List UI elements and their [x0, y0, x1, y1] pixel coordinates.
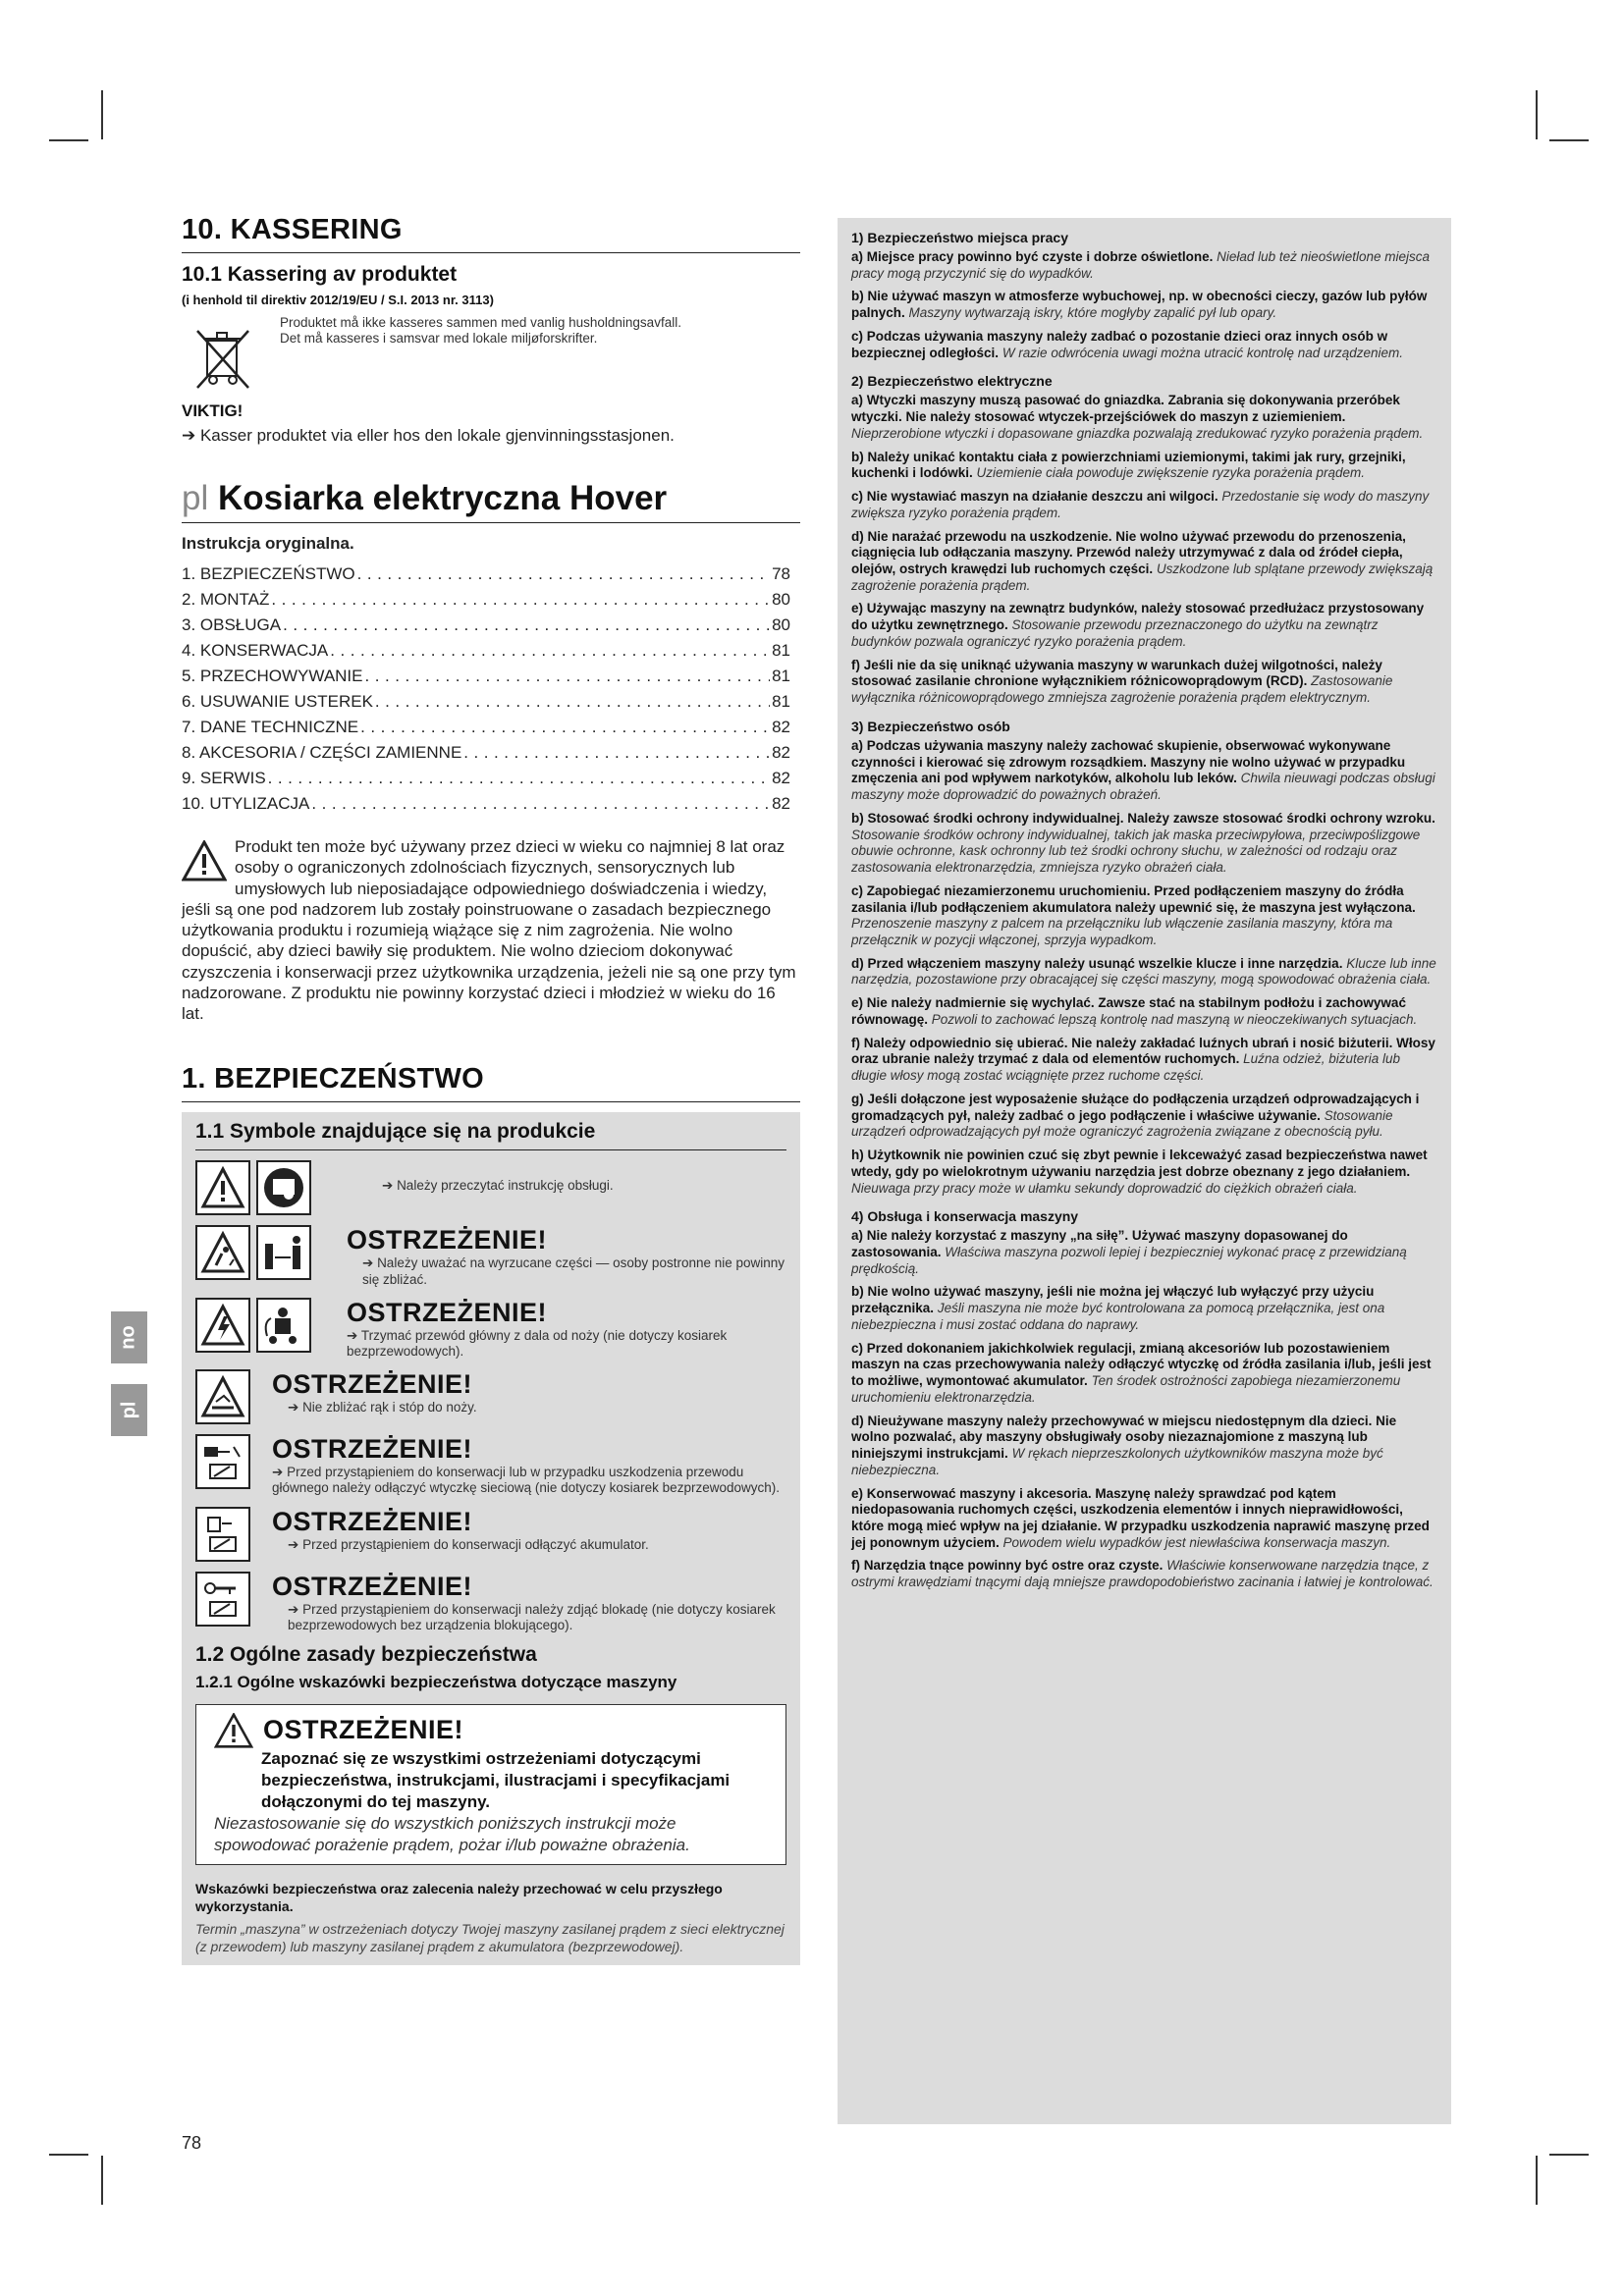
general-warning-box: [195, 1704, 786, 1865]
rule-item: f) Jeśli nie da się uniknąć używania maszyny w warunkach dużej wilgotności, należy stosować zasilanie chronione wyłącznikiem różnicowoprądowym (RCD). Zastosowanie wyłącznika różnicowoprądowego zmniejsza zagrożenie porażenia prądem elektrycznym.: [851, 657, 1393, 706]
arrow-icon: ➔: [288, 1536, 303, 1552]
electrical-safety-section: 2) Bezpieczeństwo elektryczne a) Wtyczki maszyny muszą pasować do gniazdka. Zabrania się dokonywania przeróbek wtyczki. Nie należy stosować wtyczek-przejściówek do maszyn z uziemieniem. Nieprzerobione wtyczki i dopasowane gniazdka pozwalają zredukować ryzyko porażenia prądem. b) Należy unikać kontaktu ciała z powierzchniami uziemionymi, takimi jak rury, grzejniki, kuchenki i lodówki. Uziemienie ciała powoduje zwiększenie ryzyka porażenia prądem. c) Nie wystawiać maszyn na działanie deszczu ani wilgoci. Przedostanie się wody do maszyny zwiększa ryzyko porażenia prądem. d) Nie narażać przewodu na uszkodzenie. Nie wolno używać przewodu do przenoszenia, ciągnięcia lub odłączania maszyny. Przewód należy utrzymywać z dala od źródeł ciepła, olejów, ostrych krawędzi lub ruchomych części. Uszkodzone lub splątane przewody zwiększają zagrożenie porażenia prądem. e) Używając maszyny na zewnątrz budynków, należy stosować przedłużacz przystosowany do użytku zewnętrznego. Stosowanie przewodu przeznaczonego do użytku na zewnątrz budynków pozwala ograniczyć ryzyko porażenia prądem. f) Jeśli nie da się uniknąć używania maszyny w warunkach dużej wilgotności, należy stosować zasilanie chronione wyłącznikiem różnicowoprądowym (RCD). Zastosowanie wyłącznika różnicowoprądowego zmniejsza zagrożenie porażenia prądem elektrycznym.: [851, 373, 1437, 706]
rule-item: c) Nie wystawiać maszyn na działanie deszczu ani wilgoci. Przedostanie się wody do maszyny zwiększa ryzyko porażenia prądem.: [851, 489, 1430, 520]
crop-mark: [49, 139, 88, 141]
warning-heading: OSTRZEŻENIE!: [272, 1434, 473, 1465]
kassering-title: 10. KASSERING: [182, 214, 403, 245]
keep-instructions: Wskazówki bezpieczeństwa oraz zalecenia należy przechować w celu przyszłego wykorzystania.: [195, 1881, 723, 1914]
rule-item: e) Używając maszyny na zewnątrz budynków, należy stosować przedłużacz przystosowany do użytku zewnętrznego. Stosowanie przewodu przeznaczonego do użytku na zewnątrz budynków pozwala ograniczyć ryzyko porażenia prądem.: [851, 601, 1425, 649]
machine-safety-heading: 1.2.1 Ogólne wskazówki bezpieczeństwa dotyczące maszyny: [195, 1672, 677, 1691]
pl-subtitle: Instrukcja oryginalna.: [182, 534, 354, 554]
electric-shock-icon: [195, 1298, 250, 1353]
symbols-box: [182, 1112, 800, 1965]
divider: [195, 1149, 786, 1150]
toc-item[interactable]: 1. BEZPIECZEŃSTWO . . . 78: [182, 561, 790, 587]
language-tab-pl[interactable]: pl: [111, 1384, 147, 1436]
rule-item: d) Przed włączeniem maszyny należy usunąć wszelkie klucze i inne narzędzia. Klucze lub inne narzędzia, pozostawione przy obracającej się części maszyny, mogą spowodować obrażenia ciała.: [851, 955, 1436, 988]
rule-item: f) Należy odpowiednio się ubierać. Nie należy zakładać luźnych ubrań i nosić biżuterii. Włosy oraz ubranie należy trzymać z dala od elementów ruchomych. Luźna odzież, biżuteria lub długie włosy mogą zostać wciągnięte przez ruchome części.: [851, 1035, 1435, 1084]
rule-item: b) Należy unikać kontaktu ciała z powierzchniami uziemionymi, takimi jak rury, grzejniki, kuchenki i lodówki. Uziemienie ciała powoduje zwiększenie ryzyka porażenia prądem.: [851, 449, 1406, 481]
bin-notice: [182, 315, 800, 392]
pl-title: pl Kosiarka elektryczna Hover: [182, 479, 668, 518]
directive-note: (i henhold til direktiv 2012/19/EU / S.I. 2013 nr. 3113): [182, 293, 494, 307]
warning-heading: OSTRZEŻENIE!: [347, 1297, 548, 1327]
crossed-bin-icon: [193, 327, 252, 392]
toc-item[interactable]: 7. DANE TECHNICZNE . . . 82: [182, 715, 790, 740]
arrow-icon: ➔: [182, 426, 200, 445]
warning-triangle-icon: [182, 840, 227, 881]
crop-mark: [1536, 90, 1538, 139]
general-safety-heading: 1.2 Ogólne zasady bezpieczeństwa: [195, 1642, 537, 1666]
toc-item[interactable]: 9. SERWIS . . . 82: [182, 766, 790, 791]
crop-mark: [1536, 2156, 1538, 2205]
symbol-row: OSTRZEŻENIE! ➔ Trzymać przewód główny z dala od noży (nie dotyczy kosiarek bezprzewodowych).: [195, 1298, 786, 1360]
arrow-icon: ➔: [288, 1400, 303, 1415]
symbol-row: OSTRZEŻENIE! ➔ Przed przystąpieniem do konserwacji odłączyć akumulator.: [195, 1507, 786, 1562]
symbol-row: ➔ Należy przeczytać instrukcję obsługi.: [195, 1160, 786, 1215]
children-warning: Produkt ten może być używany przez dzieci w wieku co najmniej 8 lat oraz osoby o ograniczonych zdolnościach fizycznych, sensorycznych lub umysłowych lub nieposiadające odpowiedniego doświadczenia i wiedzy, jeśli są one pod nadzorem lub zostały poinstruowane o zasadach bezpiecznego użytkowania produktu i rozumieją wiążące się z nim zagrożenia. Nie wolno dopuścić, aby dzieci bawiły się produktem. Nie wolno dzieciom dokonywać czyszczenia i konserwacji przez użytkownika urządzenia, jeżeli nie są one przy tym nadzorowane. Z produktu nie powinny korzystać dzieci i młodzież w wieku do 16 lat.: [182, 837, 796, 1024]
toc-item[interactable]: 2. MONTAŻ . . . 80: [182, 587, 790, 613]
crop-mark: [49, 2154, 88, 2156]
rule-item: g) Jeśli dołączone jest wyposażenie służące do podłączenia urządzeń odprowadzających i gromadzących pył, należy zadbać o jego podłączenie i właściwe używanie. Stosowanie urządzeń odprowadzających pył może ograniczyć zagrożenia związane z obecnością pyłu.: [851, 1091, 1420, 1140]
operation-maintenance-section: 4) Obsługa i konserwacja maszyny a) Nie należy korzystać z maszyny „na siłę”. Używać maszyny dopasowanej do zastosowania. Właściwa maszyna pozwoli lepiej i bezpieczniej wykonać pracę z przewidzianą prędkością. b) Nie wolno używać maszyny, jeśli nie można jej włączyć lub wyłączyć przy użyciu przełącznika. Jeśli maszyna nie może być kontrolowana za pomocą przełącznika, jest ona niebezpieczna i musi zostać oddana do naprawy. c) Przed dokonaniem jakichkolwiek regulacji, zmianą akcesoriów lub pozostawieniem maszyn na czas przechowywania należy odłączyć wtyczkę od źródła zasilania i/lub, jeśli jest to możliwe, wymontować akumulator. Ten środek ostrożności zapobiega niezamierzonemu uruchomieniu elektronarzędzia. d) Nieużywane maszyny należy przechowywać w miejscu niedostępnym dla dzieci. Nie wolno pozwalać, aby maszyny obsługiwały osoby niezaznajomione z maszyną lub niniejszymi instrukcjami. W rękach nieprzeszkolonych użytkowników maszyna może być niebezpieczna. e) Konserwować maszyny i akcesoria. Maszynę należy sprawdzać pod kątem niedopasowania ruchomych części, uszkodzenia elementów i innych nieprawidłowości, które mogą mieć wpływ na jej działanie. W przypadku uszkodzenia naprawić maszynę przed jej ponownym użyciem. Powodem wielu wypadków jest niewłaściwa konserwacja maszyn. f) Narzędzia tnące powinny być ostre oraz czyste. Właściwie konserwowane narzędzia tnące, z ostrymi krawędziami tnącymi dają mniejsze prawdopodobieństwo zacinania i łatwiej je kontrolować.: [851, 1208, 1437, 1591]
warning-heading: OSTRZEŻENIE!: [272, 1369, 473, 1400]
machine-term-note: Termin „maszyna” w ostrzeżeniach dotyczy Twojej maszyny zasilanej prądem z sieci elektrycznej (z przewodem) lub maszyny zasilanej prądem z akumulatora (bezprzewodowej).: [195, 1921, 785, 1954]
rule-item: c) Podczas używania maszyny należy zadbać o pozostanie dzieci oraz innych osób w bezpiecznej odległości. W razie odwrócenia uwagi można utracić kontrolę nad urządzeniem.: [851, 328, 1404, 360]
rule-item: e) Nie należy nadmiernie się wychylać. Zawsze stać na stabilnym podłożu i zachowywać równowagę. Pozwoli to zachować lepszą kontrolę nad maszyną w nieoczekiwanych sytuacjach.: [851, 995, 1418, 1027]
rule-item: c) Przed dokonaniem jakichkolwiek regulacji, zmianą akcesoriów lub pozostawieniem maszyn na czas przechowywania należy odłączyć wtyczkę od źródła zasilania i/lub, jeśli jest to możliwe, wymontować akumulator. Ten środek ostrożności zapobiega niezamierzonemu uruchomieniu elektronarzędzia.: [851, 1340, 1432, 1405]
blade-hazard-icon: [195, 1369, 250, 1424]
rule-item: e) Konserwować maszyny i akcesoria. Maszynę należy sprawdzać pod kątem niedopasowania ruchomych części, uszkodzenia elementów i innych nieprawidłowości, które mogą mieć wpływ na jej działanie. W przypadku uszkodzenia naprawić maszynę przed jej ponownym użyciem. Powodem wielu wypadków jest niewłaściwa konserwacja maszyn.: [851, 1485, 1430, 1550]
arrow-icon: ➔: [382, 1178, 398, 1194]
arrow-icon: ➔: [288, 1601, 303, 1617]
bin-text: Produktet må ikke kasseres sammen med vanlig husholdningsavfall. Det må kasseres i samsvar med lokale miljøforskrifter.: [280, 315, 681, 347]
crop-mark: [1549, 2154, 1589, 2156]
rule-item: b) Nie używać maszyn w atmosferze wybuchowej, np. w obecności cieczy, gazów lub pyłów palnych. Maszyny wytwarzają iskry, które mogłyby zapalić pył lub opary.: [851, 289, 1428, 321]
left-column: [182, 214, 800, 1965]
page-number: 78: [182, 2133, 202, 2153]
warning-icon: [195, 1160, 250, 1215]
personal-safety-section: 3) Bezpieczeństwo osób a) Podczas używania maszyny należy zachować skupienie, obserwować wykonywane czynności i kierować się zdrowym rozsądkiem. Maszyny nie wolno używać w przypadku zmęczenia ani pod wpływem narkotyków, alkoholu lub leków. Chwila nieuwagi podczas obsługi maszyny może doprowadzić do poważnych obrażeń. b) Stosować środki ochrony indywidualnej. Należy zawsze stosować środki ochrony wzroku. Stosowanie środków ochrony indywidualnej, takich jak maska przeciwpyłowa, przeciwpoślizgowe obuwie ochronne, kask ochronny lub też środki ochrony słuchu, w zależności od rodzaju oraz zastosowania elektronarzędzia, zmniejsza ryzyko obrażeń ciała. c) Zapobiegać niezamierzonemu uruchomieniu. Przed podłączeniem maszyny do źródła zasilania i/lub podłączeniem akumulatora należy upewnić się, że maszyna jest wyłączona. Przenoszenie maszyny z palcem na przełączniku lub włączenie zasilania maszyny, która ma przełącznik w pozycji włączonej, sprzyja wypadkom. d) Przed włączeniem maszyny należy usunąć wszelkie klucze i inne narzędzia. Klucze lub inne narzędzia, pozostawione przy obracającej się części maszyny, mogą spowodować obrażenia ciała. e) Nie należy nadmiernie się wychylać. Zawsze stać na stabilnym podłożu i zachowywać równowagę. Pozwoli to zachować lepszą kontrolę nad maszyną w nieoczekiwanych sytuacjach. f) Należy odpowiednio się ubierać. Nie należy zakładać luźnych ubrań i nosić biżuterii. Włosy oraz ubranie należy trzymać z dala od elementów ruchomych. Luźna odzież, biżuteria lub długie włosy mogą zostać wciągnięte przez ruchome części. g) Jeśli dołączone jest wyposażenie służące do podłączenia urządzeń odprowadzających i gromadzących pył, należy zadbać o jego podłączenie i właściwe używanie. Stosowanie urządzeń odprowadzających pył może ograniczyć zagrożenia związane z obecnością pyłu. h) Użytkownik nie powinien czuć się zbyt pewnie i lekceważyć zasad bezpieczeństwa nawet wtedy, gdy po wielokrotnym używaniu narzędzia jest dobrze obeznany z jego działaniem. Nieuwaga przy pracy może w ułamku sekundy doprowadzić do ciężkich obrażeń ciała.: [851, 718, 1436, 1196]
symbol-row: OSTRZEŻENIE! ➔ Należy uważać na wyrzucane części — osoby postronne nie powinny się zbliżać.: [195, 1225, 786, 1287]
bystander-distance-icon: [256, 1225, 311, 1280]
read-manual-icon: [256, 1160, 311, 1215]
rule-item: a) Miejsce pracy powinno być czyste i dobrze oświetlone. Nieład lub też nieoświetlone miejsca pracy mogą przyczynić się do wypadków.: [851, 249, 1430, 281]
toc-item[interactable]: 8. AKCESORIA / CZĘŚCI ZAMIENNE . . . 82: [182, 740, 790, 766]
warning-heading: OSTRZEŻENIE!: [263, 1715, 464, 1745]
remove-battery-icon: [195, 1507, 250, 1562]
rule-item: c) Zapobiegać niezamierzonemu uruchomieniu. Przed podłączeniem maszyny do źródła zasilania i/lub podłączeniem akumulatora należy upewnić się, że maszyna jest wyłączona. Przenoszenie maszyny z palcem na przełączniku lub włączenie zasilania maszyny, która ma przełącznik w pozycji włączonej, sprzyja wypadkom.: [851, 882, 1416, 947]
divider: [182, 522, 800, 523]
toc-item[interactable]: 5. PRZECHOWYWANIE . . . 81: [182, 664, 790, 689]
rule-item: f) Narzędzia tnące powinny być ostre oraz czyste. Właściwie konserwowane narzędzia tnące, z ostrymi krawędziami tnącymi dają mniejsze prawdopodobieństwo zacinania i łatwiej je kontrolować.: [851, 1558, 1434, 1590]
symbol-row: OSTRZEŻENIE! ➔ Przed przystąpieniem do konserwacji należy zdjąć blokadę (nie dotyczy kosiarek bezprzewodowych bez urządzenia blokującego).: [195, 1572, 786, 1633]
rule-item: d) Nie narażać przewodu na uszkodzenie. Nie wolno używać przewodu do przenoszenia, ciągnięcia lub odłączania maszyny. Przewód należy utrzymywać z dala od źródeł ciepła, olejów, ostrych krawędzi lub ruchomych części. Uszkodzone lub splątane przewody zwiększają zagrożenie porażenia prądem.: [851, 528, 1434, 593]
toc-item[interactable]: 4. KONSERWACJA . . . 81: [182, 638, 790, 664]
warning-heading: OSTRZEŻENIE!: [272, 1506, 473, 1536]
rule-item: b) Nie wolno używać maszyny, jeśli nie można jej włączyć lub wyłączyć przy użyciu przełącznika. Jeśli maszyna nie może być kontrolowana za pomocą przełącznika, jest ona niebezpieczna i musi zostać oddana do naprawy.: [851, 1284, 1385, 1332]
rule-item: h) Użytkownik nie powinien czuć się zbyt pewnie i lekceważyć zasad bezpieczeństwa nawet wtedy, gdy po wielokrotnym używaniu narzędzia jest dobrze obeznany z jego działaniem. Nieuwaga przy pracy może w ułamku sekundy doprowadzić do ciężkich obrażeń ciała.: [851, 1148, 1428, 1196]
rule-item: b) Stosować środki ochrony indywidualnej. Należy zawsze stosować środki ochrony wzroku. Stosowanie środków ochrony indywidualnej, takich jak maska przeciwpyłowa, przeciwpoślizgowe obuwie ochronne, kask ochronny lub też środki ochrony słuchu, w zależności od rodzaju oraz zastosowania elektronarzędzia, zmniejsza ryzyko obrażeń ciała.: [851, 810, 1435, 876]
toc-item[interactable]: 3. OBSŁUGA . . . 80: [182, 613, 790, 638]
thrown-objects-icon: [195, 1225, 250, 1280]
safety-title: 1. BEZPIECZEŃSTWO: [182, 1063, 485, 1095]
warning-box-bold: Zapoznać się ze wszystkimi ostrzeżeniami dotyczącymi bezpieczeństwa, instrukcjami, ilustracjami i specyfikacjami dołączonymi do tej maszyny.: [261, 1748, 731, 1812]
workplace-safety-section: 1) Bezpieczeństwo miejsca pracy a) Miejsce pracy powinno być czyste i dobrze oświetlone. Nieład lub też nieoświetlone miejsca pracy mogą przyczynić się do wypadków. b) Nie używać maszyn w atmosferze wybuchowej, np. w obecności cieczy, gazów lub pyłów palnych. Maszyny wytwarzają iskry, które mogłyby zapalić pył lub opary. c) Podczas używania maszyny należy zadbać o pozostanie dzieci oraz innych osób w bezpiecznej odległości. W razie odwrócenia uwagi można utracić kontrolę nad urządzeniem.: [851, 230, 1437, 361]
cable-away-from-blades-icon: [256, 1298, 311, 1353]
warning-heading: OSTRZEŻENIE!: [347, 1225, 548, 1255]
symbols-heading: 1.1 Symbole znajdujące się na produkcie: [195, 1120, 596, 1144]
arrow-icon: ➔: [347, 1327, 361, 1343]
rule-item: a) Wtyczki maszyny muszą pasować do gniazdka. Zabrania się dokonywania przeróbek wtyczki. Nie należy stosować wtyczek-przejściówek do maszyn z uziemieniem. Nieprzerobione wtyczki i dopasowane gniazdka pozwalają zredukować ryzyko porażenia prądem.: [851, 393, 1424, 441]
crop-mark: [1549, 139, 1589, 141]
warning-heading: OSTRZEŻENIE!: [272, 1571, 473, 1601]
rule-item: a) Podczas używania maszyny należy zachować skupienie, obserwować wykonywane czynności i kierować się zdrowym rozsądkiem. Maszyny nie wolno używać w przypadku zmęczenia ani pod wpływem narkotyków, alkoholu lub leków. Chwila nieuwagi podczas obsługi maszyny może doprowadzić do poważnych obrażeń.: [851, 737, 1435, 803]
arrow-icon: ➔: [272, 1465, 288, 1480]
kassering-subtitle: 10.1 Kassering av produktet: [182, 263, 458, 286]
crop-mark: [101, 90, 103, 139]
right-column-safety-rules: [838, 218, 1451, 2124]
language-tab-no[interactable]: no: [111, 1311, 147, 1363]
symbol-row: OSTRZEŻENIE! ➔ Nie zbliżać rąk i stóp do noży.: [195, 1369, 786, 1424]
divider: [182, 1101, 800, 1102]
rule-item: a) Nie należy korzystać z maszyny „na siłę”. Używać maszyny dopasowanej do zastosowania. Właściwa maszyna pozwoli lepiej i bezpieczniej wykonać pracę z przewidzianą prędkością.: [851, 1228, 1407, 1276]
warning-triangle-icon: [214, 1713, 253, 1748]
viktig-label: VIKTIG!: [182, 401, 244, 420]
warning-box-italic: Niezastosowanie się do wszystkich poniższych instrukcji może spowodować porażenie prądem, pożar i/lub poważne obrażenia.: [214, 1814, 690, 1855]
unplug-icon: [195, 1434, 250, 1489]
remove-key-icon: [195, 1572, 250, 1627]
toc-item[interactable]: 10. UTYLIZACJA . . . 82: [182, 791, 790, 817]
rule-item: d) Nieużywane maszyny należy przechowywać w miejscu niedostępnym dla dzieci. Nie wolno pozwalać, aby maszyny obsługiwały osoby niezaznajomione z maszyną lub niniejszymi instrukcjami. W rękach nieprzeszkolonych użytkowników maszyna może być niebezpieczna.: [851, 1413, 1397, 1477]
symbol-row: OSTRZEŻENIE! ➔ Przed przystąpieniem do konserwacji lub w przypadku uszkodzenia przewodu głównego należy odłączyć wtyczkę sieciową (nie dotyczy kosiarek bezprzewodowych).: [195, 1434, 786, 1496]
divider: [182, 252, 800, 253]
crop-mark: [101, 2156, 103, 2205]
arrow-icon: ➔: [362, 1255, 378, 1271]
toc-item[interactable]: 6. USUWANIE USTEREK . . . 81: [182, 689, 790, 715]
table-of-contents: [182, 561, 790, 817]
viktig-text: ➔ Kasser produktet via eller hos den lokale gjenvinningsstasjonen.: [182, 426, 675, 445]
